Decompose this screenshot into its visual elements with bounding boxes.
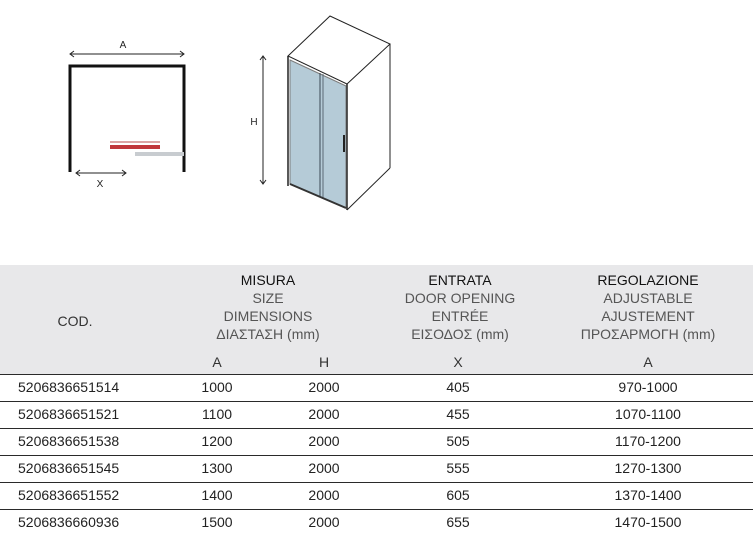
table-row [0,482,753,509]
table-row [0,401,753,428]
cell-code: 5206836651514 [18,379,120,395]
entry-header-line: ENTRÉE [431,308,489,324]
size-column-header [188,271,348,343]
cell-a: 1000 [201,379,233,395]
cell-a: 1400 [201,487,233,503]
cell-adjust: 1370-1400 [614,487,682,503]
adjust-header-line: ADJUSTABLE [603,290,693,306]
entry-column-header [380,271,540,343]
code-column-header: COD. [57,313,93,329]
cell-h: 2000 [308,406,340,422]
entry-header-line: ΕΙΣΟΔΟΣ (mm) [411,326,509,342]
cell-h: 2000 [308,460,340,476]
cell-code: 5206836660936 [18,514,120,530]
entry-header-line: DOOR OPENING [404,290,516,306]
plan-label-x: X [96,179,104,190]
size-header-line: SIZE [252,290,284,306]
cell-a: 1300 [201,460,233,476]
front-view-diagram [250,16,390,210]
cell-h: 2000 [308,487,340,503]
adjust-header-line: ΠΡΟΣΑΡΜΟΓΗ (mm) [580,326,716,342]
plan-view-diagram [70,40,184,190]
cell-code: 5206836651538 [18,433,120,449]
cell-adjust: 970-1000 [618,379,678,395]
table-row [0,428,753,455]
size-header-line: MISURA [240,272,296,288]
entry-header-line: ENTRATA [428,272,492,288]
cell-a: 1500 [201,514,233,530]
cell-h: 2000 [308,433,340,449]
spec-table [0,265,753,537]
subheader-x: X [453,354,463,370]
adjust-header-line: REGOLAZIONE [597,272,699,288]
cell-x: 605 [446,487,470,503]
subheader-h: H [318,354,330,370]
cell-adjust: 1070-1100 [615,406,681,422]
cell-x: 655 [446,514,470,530]
table-row [0,509,753,536]
plan-label-a: A [119,40,127,51]
cell-h: 2000 [308,514,340,530]
table-row [0,455,753,482]
cell-code: 5206836651552 [18,487,120,503]
cell-x: 405 [446,379,470,395]
table-row [0,374,753,401]
cell-h: 2000 [308,379,340,395]
cell-x: 555 [446,460,470,476]
subheader-adj-a: A [643,354,653,370]
cell-a: 1100 [201,406,233,422]
front-label-h: H [250,117,258,128]
adjust-header-line: AJUSTEMENT [601,308,695,324]
cell-a: 1200 [201,433,233,449]
size-header-line: DIMENSIONS [223,308,313,324]
cell-adjust: 1470-1500 [614,514,682,530]
cell-code: 5206836651545 [18,460,120,476]
adjust-column-header [563,271,733,343]
cell-adjust: 1270-1300 [614,460,682,476]
table-body [0,374,753,536]
cell-x: 455 [446,406,470,422]
size-header-line: ΔΙΑΣΤΑΣΗ (mm) [216,326,320,342]
cell-code: 5206836651521 [18,406,120,422]
cell-adjust: 1170-1200 [615,433,681,449]
subheader-a: A [212,354,222,370]
cell-x: 505 [446,433,470,449]
technical-diagram [0,0,753,265]
